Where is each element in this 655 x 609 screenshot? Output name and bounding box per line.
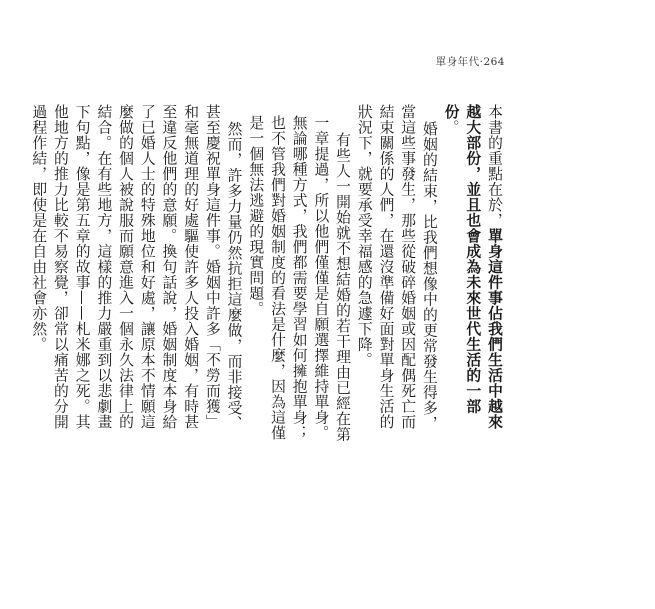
- paragraph-thesis-lead: 本書的重點在於，: [486, 104, 503, 228]
- paragraph-resistance: 然而，許多力量仍然抗拒這麼做，而非接受、甚至慶祝單身這件事。婚姻中許多「不勞而獲」和毫無道理的好處驅使許多人投入婚姻，有時甚至違反他們的意願。換句話說，婚姻制度本身給了已婚人士的特殊地位和好處，讓原本不情願這麼做的個人被說服而願意進入一個永久法律上的結合。在有些地方，這樣的推力嚴重到以悲劇畫下句點，像是第五章的故事——札米娜之死。其他地方的推力比較不易察覺，卻常以痛苦的分開過程作結，即使是在自由社會亦然。: [30, 104, 243, 432]
- paragraph-thesis-emphasis: 單身這件事佔我們生活中越來越大部份，並且也會成為未來世代生活的一部份: [442, 104, 503, 430]
- paragraph-thesis-tail: 。: [442, 119, 460, 135]
- paragraph-marriage-end: 婚姻的結束，比我們想像中的更常發生得多，當這些事發生，那些從破碎婚姻或因配偶死亡而結束關係的人們，在還沒準備好面對單身生活的狀況下，就要承受幸福感的急遽下降。: [355, 104, 438, 432]
- running-head: 單身年代·264: [435, 56, 505, 68]
- paragraph-thesis: [440, 104, 505, 444]
- paragraph-choose-single: 有些人一開始就不想結婚的若干理由已經在第一章提過，所以他們僅僅是自願選擇維持單身。無論哪種方式，我們都需要學習如何擁抱單身；也不管我們對婚姻制度的看法是什麼，因為這僅是一個無法逃避的現實問題。: [247, 115, 352, 443]
- page-body: [30, 104, 505, 444]
